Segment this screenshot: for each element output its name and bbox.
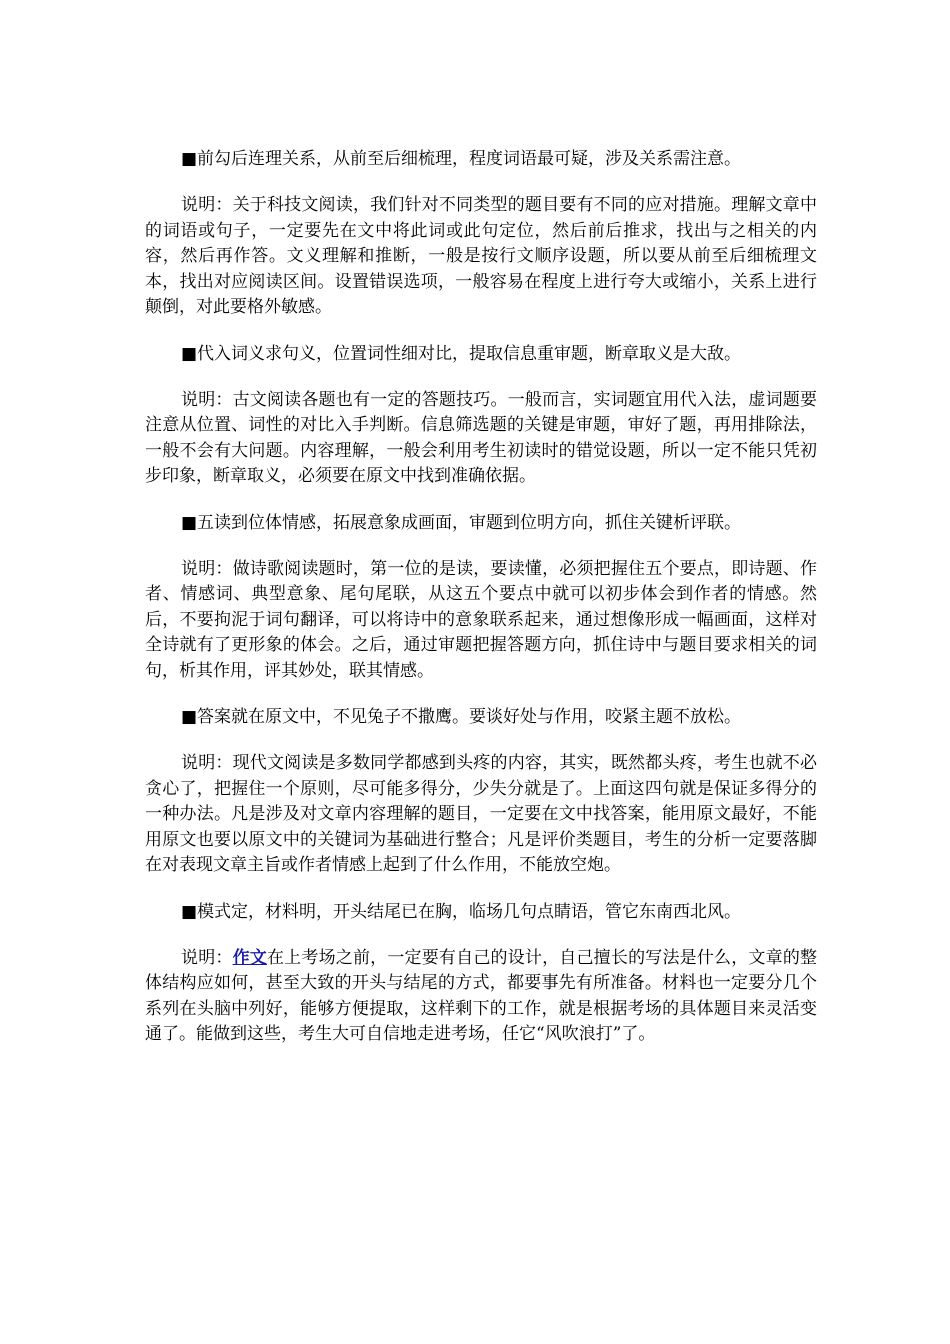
section-heading: ■答案就在原文中，不见兔子不撒鹰。要谈好处与作用，咬紧主题不放松。 <box>181 707 742 727</box>
section-body <box>145 946 817 1048</box>
section-body: 说明：古文阅读各题也有一定的答题技巧。一般而言，实词题宜用代入法，虚词题要注意从位置、词性的对比入手判断。信息筛选题的关键是审题，审好了题，再用排除法，一般不会有大问题。内容理解，一般会利用考生初读时的错觉设题，所以一定不能只凭初步印象，断章取义，必须要在原文中找到准确依据。 <box>145 389 817 486</box>
section-heading: ■代入词义求句义，位置词性细对比，提取信息重审题，断章取义是大敌。 <box>181 343 742 364</box>
section-heading: ■五读到位体情感，拓展意象成画面，审题到位明方向，抓住关键析评联。 <box>181 512 742 533</box>
essay-link[interactable]: 作文 <box>232 947 267 968</box>
body-prefix: 说明： <box>181 947 233 968</box>
section-body: 说明：现代文阅读是多数同学都感到头疼的内容，其实，既然都头疼，考生也就不必贪心了，把握住一个原则，尽可能多得分，少失分就是了。上面这四句就是保证多得分的一种办法。凡是涉及对文章内容理解的题目，一定要在文中找答案，能用原文最好，不能用原文也要以原文中的关键词为基础进行整合；凡是评价类题目，考生的分析一定要落脚在对表现文章主旨或作者情感上起到了什么作用，不能放空炮。 <box>145 753 817 875</box>
section-body: 说明：关于科技文阅读，我们针对不同类型的题目要有不同的应对措施。理解文章中的词语或句子，一定要先在文中将此词或此句定位，然后前后推求，找出与之相关的内容，然后再作答。文义理解和推断，一般是按行文顺序设题，所以要从前至后细梳理文本，找出对应阅读区间。设置错误选项，一般容易在程度上进行夸大或缩小，关系上进行颠倒，对此要格外敏感。 <box>145 195 817 317</box>
section-heading: ■前勾后连理关系，从前至后细梳理，程度词语最可疑，涉及关系需注意。 <box>181 149 742 169</box>
section-body: 说明：做诗歌阅读题时，第一位的是读，要读懂，必须把握住五个要点，即诗题、作者、情感词、典型意象、尾句尾联，从这五个要点中就可以初步体会到作者的情感。然后，不要拘泥于词句翻译，可以将诗中的意象联系起来，通过想像形成一幅画面，这样对全诗就有了更形象的体会。之后，通过审题把握答题方向，抓住诗中与题目要求相关的词句，析其作用，评其妙处，联其情感。 <box>145 558 817 681</box>
section-heading: ■模式定，材料明，开头结尾已在胸，临场几句点睛语，管它东南西北风。 <box>181 901 742 922</box>
body-suffix: 在上考场之前，一定要有自己的设计，自己擅长的写法是什么，文章的整体结构应如何，甚至大致的开头与结尾的方式，都要事先有所准备。材料也一定要分几个系列在头脑中列好，能够方便提取，这样剩下的工作，就是根据考场的具体题目来灵活变通了。能做到这些，考生大可自信地走进考场，任它“风吹浪打”了。 <box>145 947 818 1044</box>
document-page <box>145 146 817 1068</box>
